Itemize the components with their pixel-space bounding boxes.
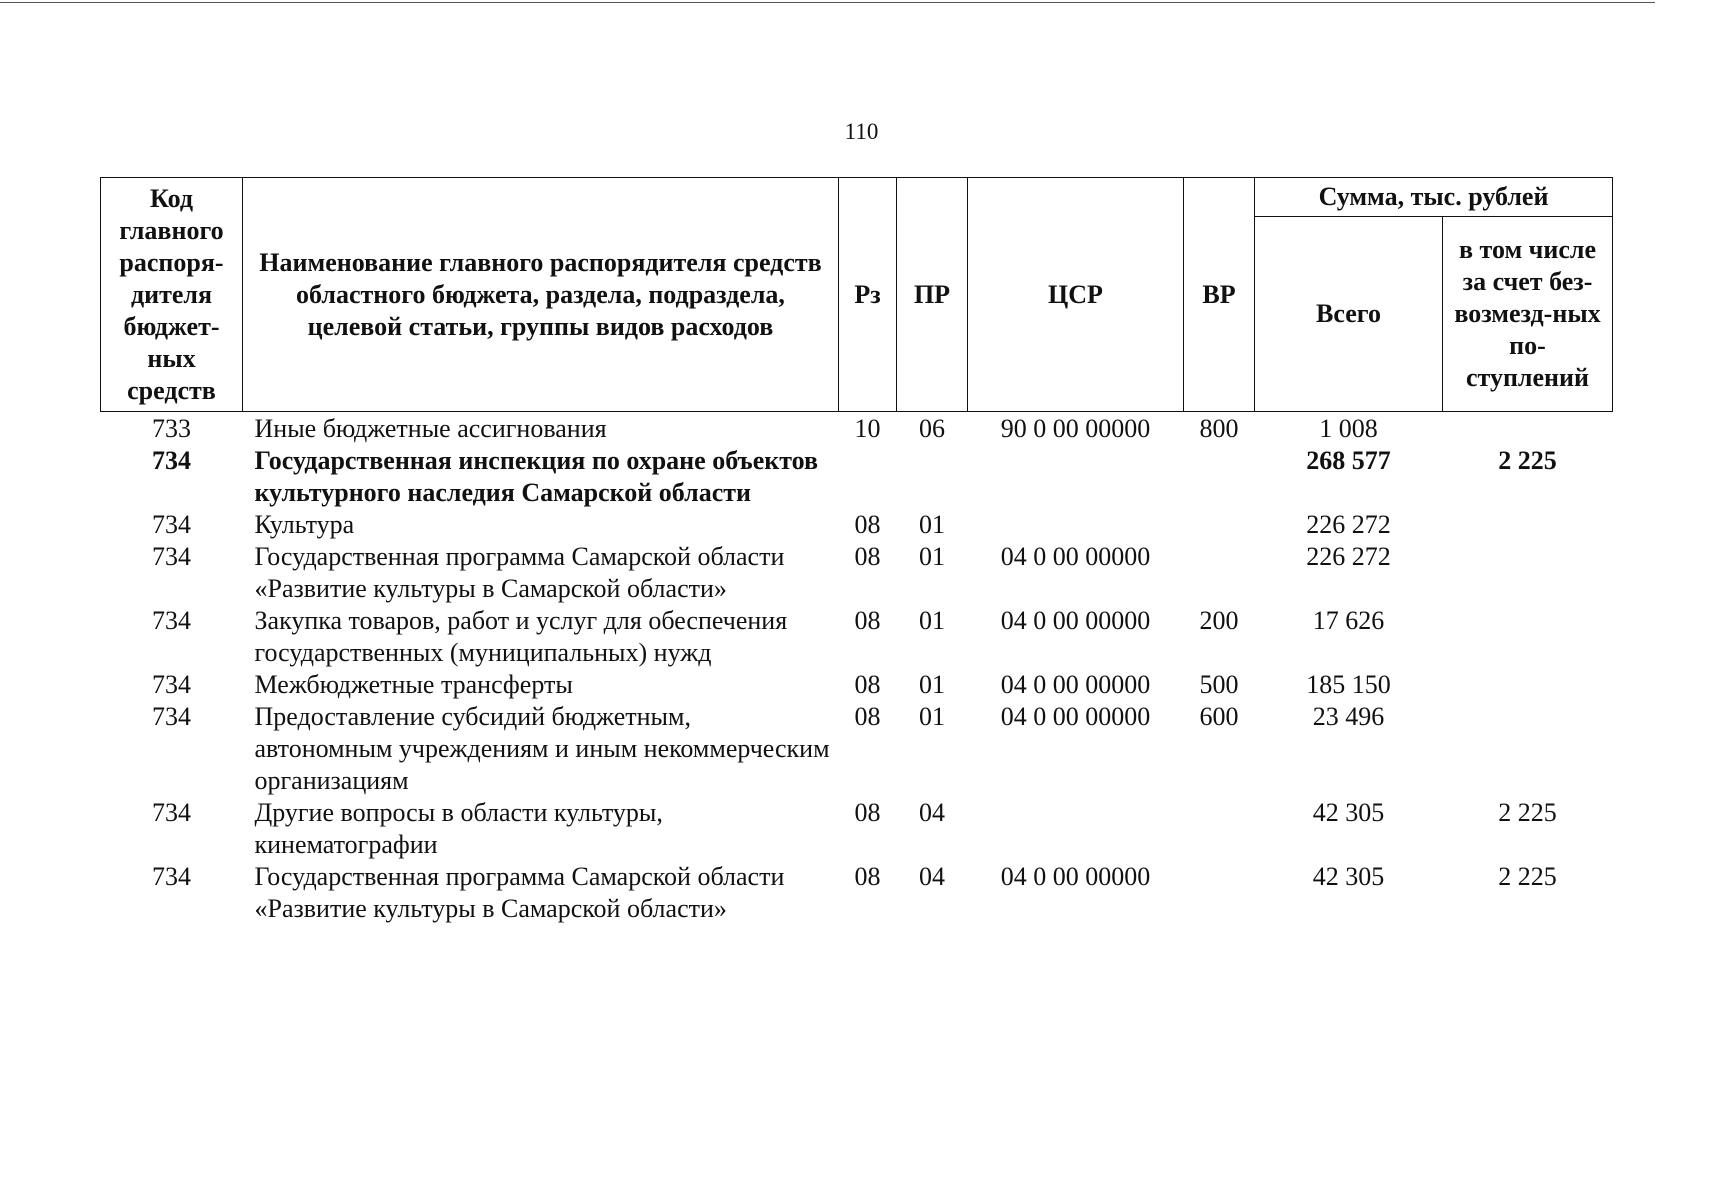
cell-name: Государственная программа Самарской области «Развитие культуры в Самарской области» — [254, 862, 785, 923]
table-row — [101, 861, 1613, 925]
table-row — [101, 605, 1613, 669]
cell-rz: 08 — [854, 670, 881, 699]
cell-total: 42 305 — [1312, 862, 1385, 891]
cell-code: 734 — [152, 702, 191, 731]
cell-csr: 04 0 00 00000 — [1000, 670, 1151, 699]
cell-free: 2 225 — [1498, 798, 1557, 827]
cell-vr: 600 — [1199, 702, 1239, 731]
cell-rz: 08 — [854, 702, 881, 731]
table-header — [101, 178, 1613, 412]
cell-code: 734 — [152, 606, 191, 635]
cell-vr — [1184, 861, 1255, 925]
cell-name: Другие вопросы в области культуры, кинематографии — [254, 798, 663, 859]
cell-name: Культура — [254, 510, 355, 539]
cell-name: Государственная инспекция по охране объектов культурного наследия Самарской области — [254, 446, 819, 507]
cell-rz — [839, 445, 897, 509]
cell-csr — [968, 797, 1184, 861]
cell-total: 42 305 — [1312, 798, 1385, 827]
cell-vr — [1184, 509, 1255, 541]
header-sum: Сумма, тыс. рублей — [1255, 178, 1613, 217]
header-code: Код главного распоря-дителя бюджет-ных средств — [101, 178, 243, 412]
cell-code: 734 — [152, 510, 191, 539]
cell-csr — [968, 445, 1184, 509]
cell-pr: 01 — [919, 542, 945, 571]
cell-free — [1443, 669, 1613, 701]
cell-name: Государственная программа Самарской области «Развитие культуры в Самарской области» — [254, 542, 785, 603]
cell-free — [1443, 701, 1613, 797]
cell-free — [1443, 412, 1613, 446]
cell-pr: 01 — [919, 606, 945, 635]
cell-total: 226 272 — [1306, 510, 1391, 539]
cell-total: 268 577 — [1306, 446, 1391, 475]
cell-rz: 08 — [854, 606, 881, 635]
budget-table — [100, 177, 1613, 925]
table-row — [101, 701, 1613, 797]
cell-vr: 500 — [1199, 670, 1239, 699]
header-total: Всего — [1255, 217, 1443, 412]
cell-free: 2 225 — [1498, 446, 1557, 475]
table-row — [101, 797, 1613, 861]
cell-rz: 08 — [854, 542, 881, 571]
cell-code: 734 — [152, 862, 191, 891]
cell-code: 734 — [152, 798, 191, 827]
scan-top-edge — [0, 2, 1655, 3]
cell-vr: 200 — [1199, 606, 1239, 635]
cell-pr — [897, 445, 968, 509]
table-body — [101, 412, 1613, 926]
table-row — [101, 412, 1613, 446]
header-free: в том числе за счет без-возмезд-ных по-ступлений — [1443, 217, 1613, 412]
cell-pr: 01 — [919, 702, 945, 731]
cell-name: Закупка товаров, работ и услуг для обеспечения государственных (муниципальных) нужд — [254, 606, 788, 667]
cell-free — [1443, 605, 1613, 669]
cell-csr: 90 0 00 00000 — [1000, 414, 1151, 443]
cell-pr: 01 — [919, 670, 945, 699]
cell-rz: 08 — [854, 510, 881, 539]
cell-total: 17 626 — [1312, 606, 1385, 635]
cell-code: 733 — [152, 414, 191, 443]
cell-vr — [1184, 445, 1255, 509]
cell-pr: 06 — [919, 414, 945, 443]
cell-pr: 01 — [919, 510, 945, 539]
cell-total: 185 150 — [1306, 670, 1391, 699]
cell-free — [1443, 541, 1613, 605]
cell-total: 23 496 — [1312, 702, 1385, 731]
cell-code: 734 — [152, 670, 191, 699]
header-rz: Рз — [839, 178, 897, 412]
cell-csr: 04 0 00 00000 — [1000, 702, 1151, 731]
cell-total: 1 008 — [1319, 414, 1378, 443]
cell-csr: 04 0 00 00000 — [1000, 542, 1151, 571]
cell-name: Иные бюджетные ассигнования — [254, 414, 607, 443]
table-row — [101, 669, 1613, 701]
cell-name: Межбюджетные трансферты — [254, 670, 573, 699]
cell-name: Предоставление субсидий бюджетным, автономным учреждениям и иным некоммерческим организациям — [254, 702, 830, 795]
cell-vr: 800 — [1199, 414, 1239, 443]
cell-rz: 08 — [854, 798, 881, 827]
cell-free: 2 225 — [1498, 862, 1557, 891]
page-number: 110 — [844, 119, 879, 144]
table-row — [101, 509, 1613, 541]
cell-code: 734 — [152, 446, 191, 475]
header-csr: ЦСР — [968, 178, 1184, 412]
table-row — [101, 541, 1613, 605]
cell-rz: 08 — [854, 862, 881, 891]
cell-total: 226 272 — [1306, 542, 1391, 571]
cell-rz: 10 — [854, 414, 881, 443]
cell-pr: 04 — [919, 798, 945, 827]
cell-csr: 04 0 00 00000 — [1000, 862, 1151, 891]
cell-vr — [1184, 541, 1255, 605]
header-vr: ВР — [1184, 178, 1255, 412]
header-name: Наименование главного распорядителя средств областного бюджета, раздела, подраздела, целевой статьи, группы видов расходов — [243, 178, 839, 412]
table-row — [101, 445, 1613, 509]
cell-csr — [968, 509, 1184, 541]
cell-pr: 04 — [919, 862, 945, 891]
cell-csr: 04 0 00 00000 — [1000, 606, 1151, 635]
header-pr: ПР — [897, 178, 968, 412]
cell-vr — [1184, 797, 1255, 861]
cell-code: 734 — [152, 542, 191, 571]
cell-free — [1443, 509, 1613, 541]
